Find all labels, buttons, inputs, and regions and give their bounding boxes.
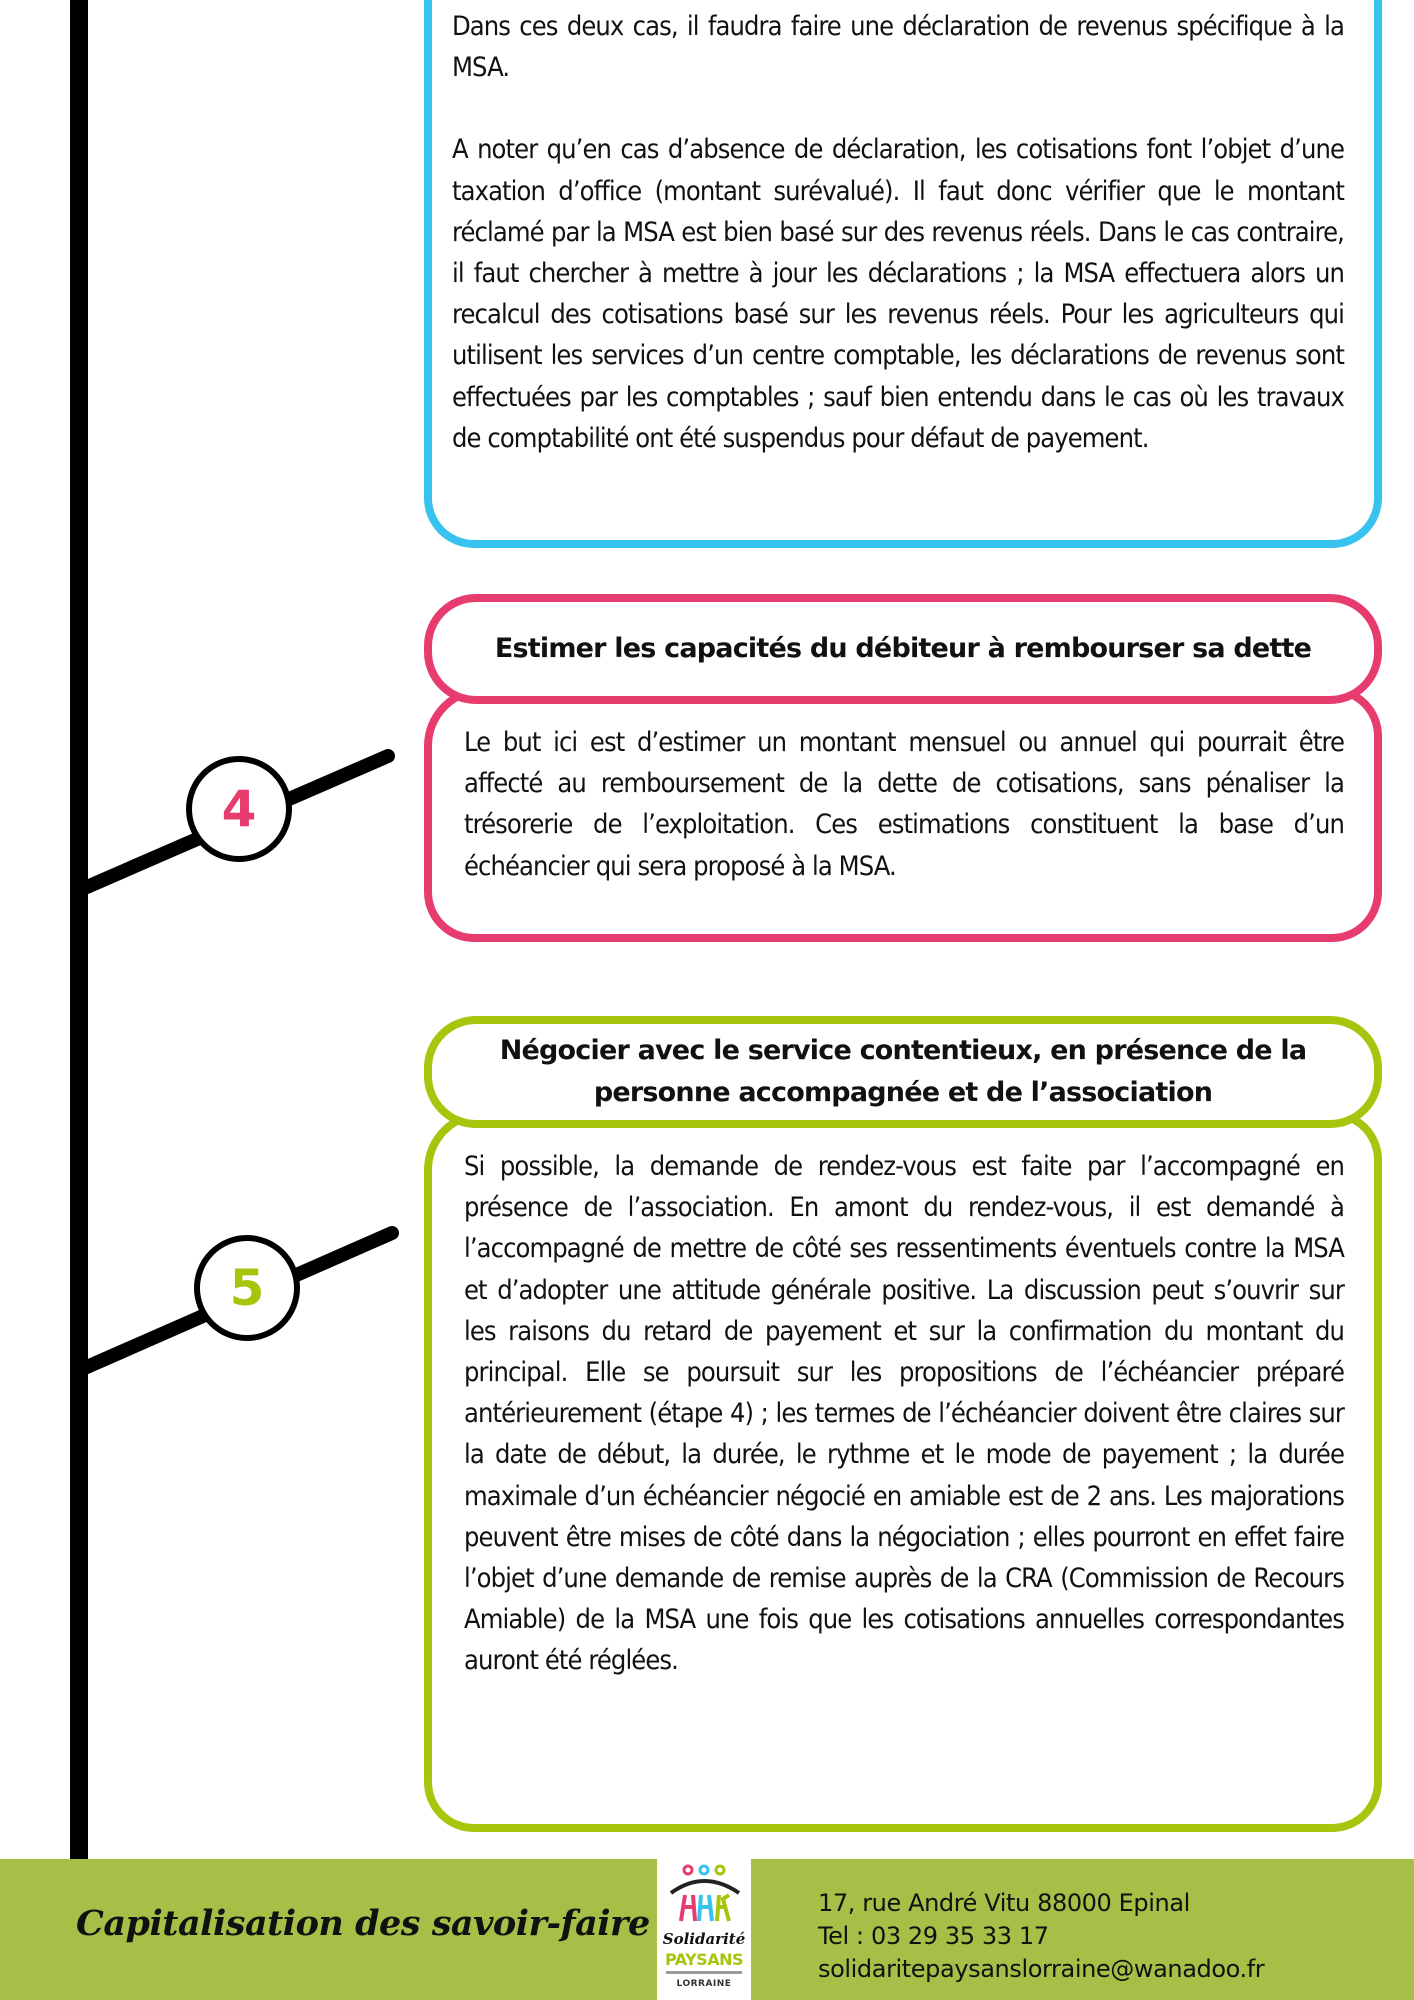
people-logo-icon — [657, 1859, 751, 1931]
step-number-5-label: 5 — [229, 1259, 265, 1317]
step-5-title-box — [424, 1016, 1382, 1128]
solidarite-paysans-logo — [657, 1859, 751, 2000]
footer — [0, 1859, 1414, 2000]
footer-phone: Tel : 03 29 35 33 17 — [818, 1922, 1049, 1950]
step-5-title: Négocier avec le service contentieux, en présence de la personne accompagnée et de l’association — [499, 1035, 1307, 1108]
logo-divider — [666, 1971, 742, 1974]
step-number-4 — [186, 756, 292, 862]
footer-tagline: Capitalisation des savoir-faire — [76, 1903, 650, 1944]
step-4-text-box — [424, 686, 1382, 942]
step-5-text: Si possible, la demande de rendez-vous est faite par l’accompagné en présence de l’association. En amont du rendez-vous, il est demandé à l’accompagné de mettre de côté ses ressentiments éventuels contre la MSA et d’adopter une attitude générale positive. La discussion peut s’ouvrir sur les raisons du retard de payement et sur la confirmation du montant du principal. Elle se poursuit sur les propositions de l’échéancier préparé antérieurement (étape 4) ; les termes de l’échéancier doivent être claires sur la date de début, la durée, le rythme et le mode de payement ; la durée maximale d’un échéancier négocié en amiable est de 2 ans. Les majorations peuvent être mises de côté dans la négociation ; elles pourront en effet faire l’objet d’une demande de remise auprès de la CRA (Commission de Recours Amiable) de la MSA une fois que les cotisations annuelles correspondantes auront été réglées. — [464, 1151, 1344, 1677]
timeline-branches — [0, 0, 420, 1400]
footer-address: 17, rue André Vitu 88000 Epinal — [818, 1889, 1190, 1917]
step-3-paragraph: A noter qu’en cas d’absence de déclaration, les cotisations font l’objet d’une taxation d’office (montant surévalué). Il faut donc vérifier que le montant réclamé par la MSA est bien basé sur des revenus réels. Dans le cas contraire, il faut chercher à mettre à jour les déclarations ; la MSA effectuera alors un recalcul des cotisations basé sur les revenus réels. Pour les agriculteurs qui utilisent les services d’un centre comptable, les déclarations de revenus sont effectuées par les comptables ; sauf bien entendu dans le cas où les travaux de comptabilité ont été suspendus pour défaut de payement. — [452, 134, 1344, 454]
step-3-text-box — [424, 0, 1382, 548]
step-4-title-box — [424, 594, 1382, 704]
step-number-4-label: 4 — [221, 780, 257, 838]
step-4-title: Estimer les capacités du débiteur à rembourser sa dette — [494, 633, 1312, 664]
footer-email[interactable]: solidaritepaysanslorraine@wanadoo.fr — [818, 1955, 1265, 1983]
logo-text-solidarite: Solidarité — [662, 1930, 746, 1948]
step-4-text: Le but ici est d’estimer un montant mensuel ou annuel qui pourrait être affecté au remboursement de la dette de cotisations, sans pénaliser la trésorerie de l’exploitation. Ces estimations constituent la base d’un échéancier qui sera proposé à la MSA. — [464, 727, 1344, 882]
logo-text-paysans: PAYSANS — [664, 1950, 743, 1969]
step-3-paragraph: Dans ces deux cas, il faudra faire une déclaration de revenus spécifique à la MSA. — [452, 11, 1344, 84]
step-5-text-box — [424, 1110, 1382, 1832]
footer-contact — [818, 1887, 1264, 1986]
step-number-5 — [194, 1235, 300, 1341]
logo-text-lorraine: LORRAINE — [676, 1979, 732, 1989]
